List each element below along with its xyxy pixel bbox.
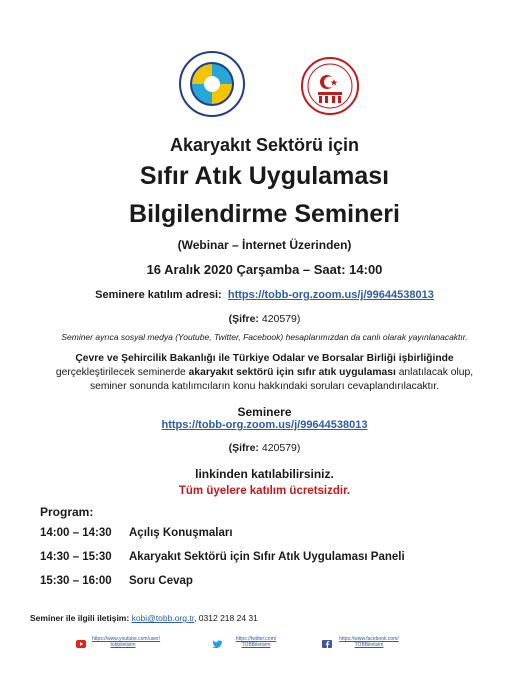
- webinar-note: (Webinar – İnternet Üzerinden): [177, 238, 352, 252]
- program-row: [40, 551, 405, 563]
- address-line: [0, 289, 529, 301]
- zoom-link-2[interactable]: https://tobb-org.zoom.us/j/99644538013: [161, 419, 368, 431]
- youtube-link[interactable]: https://www.youtube.com/user/ tobbiletisim: [92, 636, 161, 648]
- seminere-label: Seminere: [237, 405, 292, 419]
- twitter-link[interactable]: https://twitter.com/ TOBBiletisim: [235, 636, 277, 648]
- password-label: (Şifre:: [228, 313, 259, 325]
- program-item: Akaryakıt Sektörü için Sıfır Atık Uygulaması Paneli: [129, 551, 405, 563]
- join-text: linkinden katılabilirsiniz.: [195, 467, 334, 481]
- program-row: [40, 527, 233, 539]
- contact-line: [30, 613, 258, 623]
- password-line: [0, 313, 529, 325]
- social-note: Seminer ayrıca sosyal medya (Youtube, Twitter, Facebook) hesaplarımızdan da canlı olarak yayınlanacaktır.: [61, 332, 468, 342]
- tobb-logo: [178, 50, 246, 118]
- ministry-logo: [300, 56, 360, 116]
- youtube-icon: [76, 640, 86, 648]
- contact-email[interactable]: kobi@tobb.org.tr: [131, 613, 195, 623]
- program-item: Soru Cevap: [129, 575, 193, 587]
- para-line-2b: akaryakıt sektörü için sıfır atık uygulaması: [188, 367, 396, 378]
- para-line-3: seminer sonunda katılımcıların konu hakkındaki soruları cevaplandırılacaktır.: [89, 381, 440, 392]
- para-line-2a: gerçekleştirilecek seminerde: [55, 367, 189, 378]
- social-links: [0, 636, 529, 656]
- program-label: Program:: [40, 505, 94, 519]
- password-value: 420579): [261, 313, 301, 325]
- password-label-2: (Şifre:: [228, 442, 259, 454]
- password-line-2: [0, 442, 529, 454]
- para-line-2c: anlatılacak olup,: [395, 367, 474, 378]
- title-line-2: Sıfır Atık Uygulaması: [139, 162, 390, 190]
- para-line-1: Çevre ve Şehircilik Bakanlığı ile Türkiye Odalar ve Borsalar Birliği işbirliğinde: [75, 353, 454, 364]
- title-line-3: Bilgilendirme Semineri: [129, 200, 400, 228]
- facebook-link[interactable]: https://www.facebook.com/ TOBBiletisim: [339, 636, 399, 648]
- address-label: Seminere katılım adresi:: [95, 289, 222, 301]
- zoom-link[interactable]: https://tobb-org.zoom.us/j/99644538013: [227, 289, 434, 301]
- program-time: 15:30 – 16:00: [40, 575, 112, 587]
- program-item: Açılış Konuşmaları: [129, 527, 233, 539]
- zoom-link-2-wrap: [0, 419, 529, 431]
- program-time: 14:00 – 14:30: [40, 527, 112, 539]
- description-paragraph: [0, 352, 529, 394]
- contact-label: Seminer ile ilgili iletişim:: [30, 613, 130, 623]
- free-notice: Tüm üyelere katılım ücretsizdir.: [178, 485, 351, 497]
- contact-phone: , 0312 218 24 31: [194, 613, 258, 623]
- password-value-2: 420579): [261, 442, 301, 454]
- event-date: 16 Aralık 2020 Çarşamba – Saat: 14:00: [146, 262, 383, 277]
- program-row: [40, 575, 193, 587]
- logos: [0, 50, 529, 122]
- title-line-1: Akaryakıt Sektörü için: [169, 135, 360, 155]
- twitter-icon: [212, 640, 222, 648]
- program-time: 14:30 – 15:30: [40, 551, 112, 563]
- facebook-icon: [322, 640, 332, 648]
